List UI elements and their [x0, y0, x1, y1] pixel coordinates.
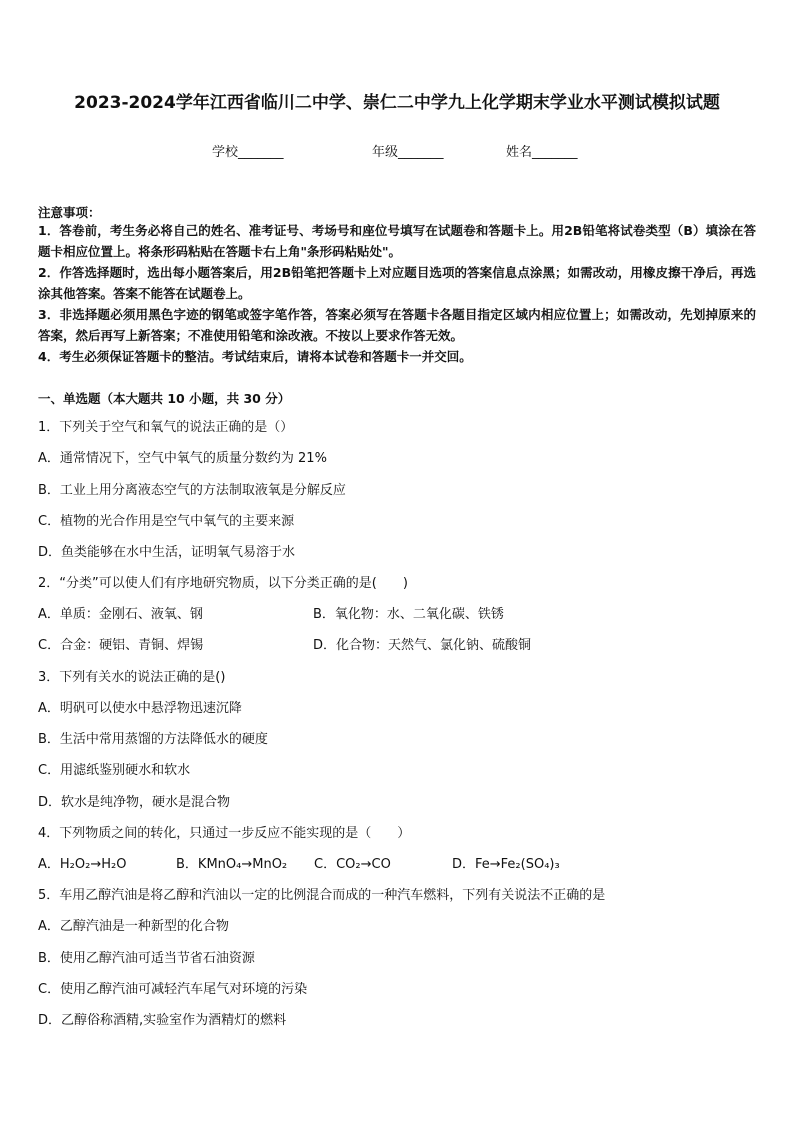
school-field: 学校_______	[212, 145, 284, 160]
section-heading: 一、单选题（本大题共 10 小题，共 30 分）	[38, 391, 291, 406]
question-1-option-b: B．工业上用分离液态空气的方法制取液氧是分解反应	[38, 483, 346, 498]
question-1-stem: 1．下列关于空气和氧气的说法正确的是（）	[38, 420, 294, 435]
question-4-option-a: A．H₂O₂→H₂O	[38, 857, 127, 872]
question-2-option-a: A．单质：金刚石、液氧、钢	[38, 607, 203, 622]
question-3-option-c: C．用滤纸鉴别硬水和软水	[38, 763, 191, 778]
note-item-4: 4．考生必须保证答题卡的整洁。考试结束后，请将本试卷和答题卡一并交回。	[38, 349, 472, 364]
question-4-stem: 4．下列物质之间的转化，只通过一步反应不能实现的是（ ）	[38, 826, 411, 841]
question-2-option-c: C．合金：硬铝、青铜、焊锡	[38, 638, 204, 653]
note-item-1: 1．答卷前，考生务必将自己的姓名、准考证号、考场号和座位号填写在试题卷和答题卡上。用2B铅笔将试卷类型（B）填涂在答题卡相应位置上。将条形码粘贴在答题卡右上角"条形码粘贴处"。	[38, 223, 756, 259]
question-4-option-d: D．Fe→Fe₂(SO₄)₃	[452, 857, 560, 872]
question-3-option-d: D．软水是纯净物，硬水是混合物	[38, 795, 231, 810]
question-1-option-d: D．鱼类能够在水中生活，证明氧气易溶于水	[38, 545, 296, 560]
question-3-stem: 3．下列有关水的说法正确的是()	[38, 670, 226, 685]
question-2-stem: 2．“分类”可以使人们有序地研究物质，以下分类正确的是( )	[38, 576, 408, 591]
question-5-option-a: A．乙醇汽油是一种新型的化合物	[38, 919, 229, 934]
question-4-option-b: B．KMnO₄→MnO₂	[176, 857, 288, 872]
name-field: 姓名_______	[506, 145, 578, 160]
question-2-option-b: B．氧化物：水、二氧化碳、铁锈	[313, 607, 504, 622]
grade-field: 年级_______	[372, 145, 444, 160]
question-2-option-d: D．化合物：天然气、氯化钠、硫酸铜	[313, 638, 532, 653]
question-5-option-b: B．使用乙醇汽油可适当节省石油资源	[38, 951, 255, 966]
question-3-option-b: B．生活中常用蒸馏的方法降低水的硬度	[38, 732, 268, 747]
notes-heading: 注意事项：	[38, 205, 101, 220]
question-1-option-a: A．通常情况下，空气中氧气的质量分数约为 21%	[38, 451, 327, 466]
question-3-option-a: A．明矾可以使水中悬浮物迅速沉降	[38, 701, 242, 716]
question-5-option-c: C．使用乙醇汽油可减轻汽车尾气对环境的污染	[38, 982, 308, 997]
question-5-option-d: D．乙醇俗称酒精,实验室作为酒精灯的燃料	[38, 1013, 287, 1028]
question-5-stem: 5．车用乙醇汽油是将乙醇和汽油以一定的比例混合而成的一种汽车燃料，下列有关说法不正确的是	[38, 888, 606, 903]
question-1-option-c: C．植物的光合作用是空气中氧气的主要来源	[38, 514, 295, 529]
page-title: 2023-2024学年江西省临川二中学、崇仁二中学九上化学期末学业水平测试模拟试题	[74, 93, 720, 113]
question-4-option-c: C．CO₂→CO	[314, 857, 391, 872]
note-item-2: 2．作答选择题时，选出每小题答案后，用2B铅笔把答题卡上对应题目选项的答案信息点涂黑；如需改动，用橡皮擦干净后，再选涂其他答案。答案不能答在试题卷上。	[38, 265, 756, 301]
note-item-3: 3．非选择题必须用黑色字迹的钢笔或签字笔作答，答案必须写在答题卡各题目指定区域内相应位置上；如需改动，先划掉原来的答案，然后再写上新答案；不准使用铅笔和涂改液。不按以上要求作答无效。	[38, 307, 756, 343]
